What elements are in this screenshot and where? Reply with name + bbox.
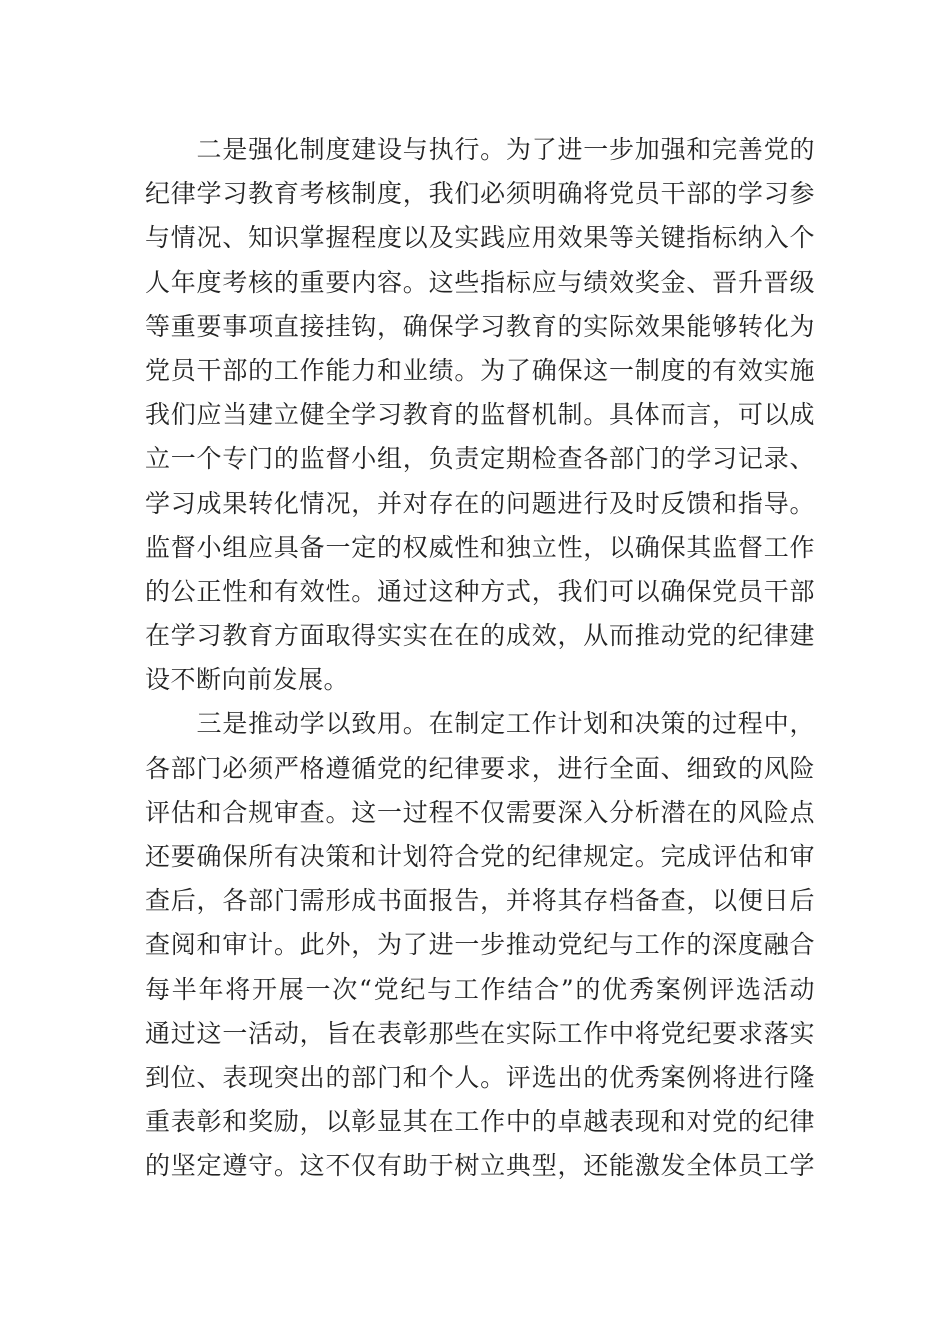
text-line: 党员干部的工作能力和业绩。为了确保这一制度的有效实施 (145, 355, 815, 385)
text-line: 与情况、知识掌握程度以及实践应用效果等关键指标纳入个 (145, 223, 815, 253)
text-line: 监督小组应具备一定的权威性和独立性，以确保其监督工作 (145, 532, 815, 562)
text-line: 二是强化制度建设与执行。为了进一步加强和完善党的 (145, 135, 815, 164)
text-line: 还要确保所有决策和计划符合党的纪律规定。完成评估和审 (145, 842, 815, 871)
text-line: 各部门必须严格遵循党的纪律要求，进行全面、细致的风险 (145, 753, 815, 783)
text-line: 学习成果转化情况，并对存在的问题进行及时反馈和指导。 (145, 488, 815, 518)
document-body (145, 128, 815, 1189)
text-line: 通过这一活动，旨在表彰那些在实际工作中将党纪要求落实 (145, 1018, 815, 1048)
text-line: 到位、表现突出的部门和个人。评选出的优秀案例将进行隆 (145, 1062, 815, 1092)
text-line: 查后，各部门需形成书面报告，并将其存档备查，以便日后 (145, 886, 815, 916)
text-line: 我们应当建立健全学习教育的监督机制。具体而言，可以成 (145, 400, 815, 430)
text-line: 等重要事项直接挂钩，确保学习教育的实际效果能够转化为 (145, 311, 815, 341)
text-line: 评估和合规审查。这一过程不仅需要深入分析潜在的风险点 (145, 797, 815, 827)
text-line: 立一个专门的监督小组，负责定期检查各部门的学习记录、 (145, 444, 815, 474)
text-line: 查阅和审计。此外，为了进一步推动党纪与工作的深度融合 (145, 930, 815, 960)
text-line: 设不断向前发展。 (145, 665, 350, 695)
text-line: 每半年将开展一次“党纪与工作结合”的优秀案例评选活动 (145, 974, 815, 1004)
text-line: 的坚定遵守。这不仅有助于树立典型，还能激发全体员工学 (145, 1151, 815, 1181)
text-line: 重表彰和奖励，以彰显其在工作中的卓越表现和对党的纪律 (145, 1107, 815, 1137)
text-line: 三是推动学以致用。在制定工作计划和决策的过程中， (145, 709, 815, 739)
text-line: 的公正性和有效性。通过这种方式，我们可以确保党员干部 (145, 576, 815, 606)
text-line: 人年度考核的重要内容。这些指标应与绩效奖金、晋升晋级 (145, 267, 815, 297)
text-line: 纪律学习教育考核制度，我们必须明确将党员干部的学习参 (145, 179, 815, 209)
text-line: 在学习教育方面取得实实在在的成效，从而推动党的纪律建 (145, 621, 815, 651)
